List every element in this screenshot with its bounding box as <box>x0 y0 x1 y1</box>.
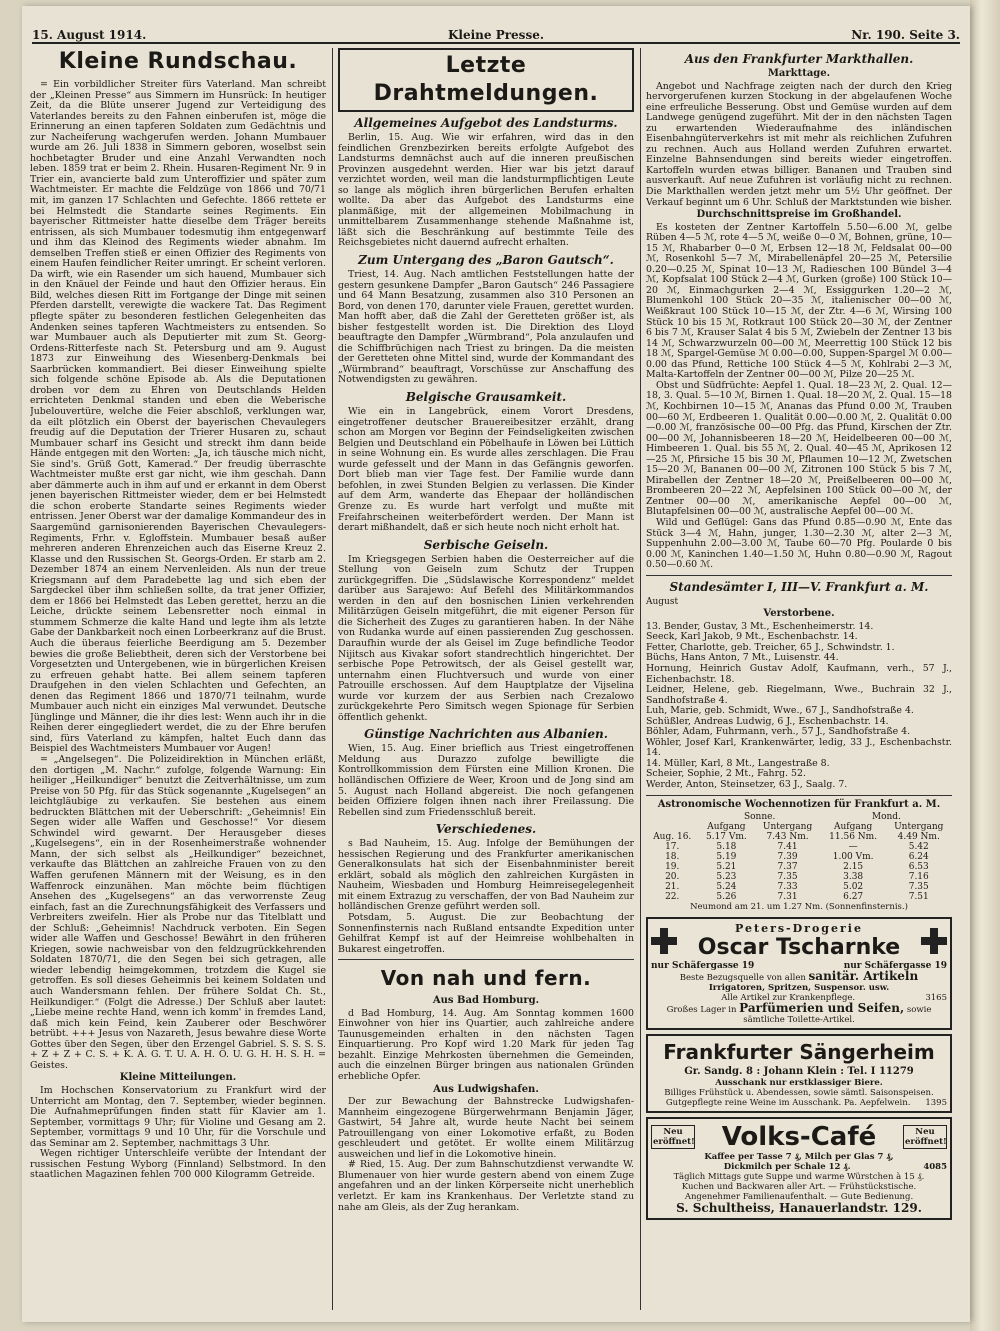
masthead-paper: Kleine Presse. <box>447 28 545 42</box>
list-item: Fetter, Charlotte, geb. Treicher, 65 J., Schwindstr. 1. <box>646 641 895 653</box>
table-row <box>646 872 952 882</box>
ad-text: Dickmilch per Schale 12 ₰. <box>723 1162 851 1173</box>
ad-drogerie-label: Peters-Drogerie <box>735 921 863 935</box>
astronomy-table <box>646 812 952 902</box>
table-cell: 6.24 <box>908 852 929 863</box>
ad-drogerie-name: Oscar Tscharnke <box>697 934 901 960</box>
ad-line: Täglich Mittags gute Suppe und warme Würstchen à 15 ₰. <box>673 1172 925 1183</box>
table-cell: 7.16 <box>908 872 929 883</box>
column-3 <box>646 48 952 1318</box>
table-cell: 5.42 <box>908 842 929 853</box>
table-cell: 7.43 Nm. <box>766 832 809 843</box>
ad-number: 4085 <box>923 1162 947 1173</box>
table-cell: 22. <box>665 892 680 903</box>
section-title-standesaemter: Standesämter I, III—V. Frankfurt a. M. <box>669 579 929 594</box>
table-cell: 20. <box>665 872 680 883</box>
ad-text: sowie sämtliche Toilette-Artikel. <box>743 1005 932 1026</box>
ad-saengerheim-name: Frankfurter Sängerheim <box>663 1040 935 1065</box>
list-item: Luh, Marie, geb. Schmidt, Wwe., 67 J., Sandhofstraße 4. <box>646 705 914 717</box>
table-row <box>646 882 952 892</box>
table-header: Untergang <box>894 822 944 833</box>
cross-icon <box>921 928 947 954</box>
ad-header <box>651 1122 947 1152</box>
ad-line <box>651 1003 947 1025</box>
table-cell: 11.56 Nm. <box>829 832 878 843</box>
subsection-bad-homburg: Aus Bad Homburg. <box>432 995 540 1007</box>
article-wyborg: Wegen richtiger Unterschleife verübte der Intendant der russischen Festung Wyborg (Finnland) Selbstmord. In den staatlichen Magazinen fehlen 700 000 Kilogramm Getreide. <box>30 1148 326 1181</box>
list-item: Wöhler, Josef Karl, Krankenwärter, ledig, 33 J., Eschenbachstr. 14. <box>646 736 952 759</box>
table-header: Aufgang <box>707 822 746 833</box>
section-title-markthallen: Aus den Frankfurter Markthallen. <box>684 52 914 66</box>
ad-address: Gr. Sandg. 8 : Johann Klein : Tel. I 11279 <box>684 1066 914 1078</box>
table-cell: 5.26 <box>716 892 737 903</box>
ad-badge: Neu eröffnet! <box>904 1127 947 1148</box>
article-serbische-geiseln: Im Kriegsgegen Serbien haben die Oesterreicher auf die Stellung von Geiseln zum Schutz der Truppen zurückgegriffen. Die „Südslawische Korrespondenz“ meldet darüber aus Sarajewo: Auf Befehl des Militärkommandos werden in den auf den bosnischen Linien verkehrenden Militärzügen Geiseln mitgeführt, die mit eigener Person für die Sicherheit des Zuges zu garantieren haben. In der Nähe von Rudanka wurde auf einen passierenden Zug geschossen. Daraufhin wurde der als Geisel im Zuge befindliche Teodor Nijitsch aus Kivakar sofort standrechtlich hingerichtet. Der serbische Pope Petrowitsch, der als Geisel gestellt war, unternahm einen Fluchtversuch und wurde von einer Patrouille erschossen. Auf dem Hauptplatze der Vijselina wurde vor kurzem der aus Serbien nach Crezalowo zurückgekehrte Pero Simitsch wegen Spionage für Serbien öffentlich gehenkt. <box>338 553 634 723</box>
masthead-date: 15. August 1914. <box>32 28 147 42</box>
table-row <box>646 812 952 822</box>
divider <box>646 575 952 576</box>
article-nauheim: s Bad Nauheim, 15. Aug. Infolge der Bemühungen der hessischen Regierung und des Frankfurter amerikanischen Generalkonsulats hat sich der Eisenbahnminister bereit erklärt, sobald als möglich den zahlreichen Kurgästen in Nauheim, Wiesbaden und Homburg Heimreisegelegenheit mit einem Extrazug zu verschaffen, der von Bad Nauheim zur holländischen Grenze geführt werden soll. <box>338 838 634 913</box>
table-cell: 7.35 <box>777 872 798 883</box>
ad-line <box>651 1098 947 1108</box>
table-cell: — <box>848 842 858 853</box>
ad-proprietor: S. Schultheiss, Hanauerlandstr. 129. <box>676 1201 922 1216</box>
ad-text-bold: Parfümerien und Seifen, <box>739 1001 905 1016</box>
article-albanien: Wien, 15. Aug. Einer brieflich aus Triest eingetroffenen Meldung aus Durazzo zufolge bewilligte die Kontrollkommission dem Fürsten eine Million Kronen. Die holländischen Offiziere de Weer, Kroon und de Jong sind am 5. August nach Holland abgereist. Die noch gefangenen beiden Offiziere folgen ihnen nach ihrer Freilassung. Die Rebellen sind zum Friedensschluß bereit. <box>338 743 634 818</box>
astronomy-note: Neumond am 21. um 1.27 Nm. (Sonnenfinsternis.) <box>690 902 908 913</box>
table-cell: Aug. 16. <box>653 832 692 843</box>
ad-badge: Neu eröffnet! <box>653 1127 695 1148</box>
table-cell: 5.17 Vm. <box>705 832 747 843</box>
column-divider <box>332 48 333 1310</box>
ad-peters-drogerie <box>646 917 952 1031</box>
subsection-durchschnittspreise: Durchschnittspreise im Großhandel. <box>696 209 902 221</box>
table-header: Untergang <box>762 822 813 833</box>
list-item: 13. Bender, Gustav, 3 Mt., Eschenheimerstr. 14. <box>646 620 874 632</box>
price-list-fruit: Obst und Südfrüchte: Aepfel 1. Qual. 18—23 ℳ, 2. Qual. 12—18, 3. Qual. 5—10 ℳ, Birnen 1. Qual. 18—20 ℳ, 2. Qual. 15—18 ℳ, Kochbirnen 10—15 ℳ, Ananas das Pfund 0.00 ℳ, Trauben 00—60 ℳ, Erdbeeren 1. Qualität 0.00—0.00 ℳ, 2. Qualität 0.00—0.00 ℳ, französische 00—00 Pfg. das Pfund, Kirschen der Ztr. 00—00 ℳ, Johannisbeeren 18—20 ℳ, Heidelbeeren 00—00 ℳ, Himbeeren 1. Qual. bis 55 ℳ, 2. Qual. 40—45 ℳ, Aprikosen 12—25 ℳ, Pfirsiche 15 bis 30 ℳ, Pflaumen 10—12 ℳ, Zwetschen 15—20 ℳ, Bananen 00—00 ℳ, Zitronen 100 Stück 5 bis 7 ℳ, Mirabellen der Zentner 18—20 ℳ, Preißelbeeren 00—00 ℳ, Brombeeren 20—22 ℳ, Aepfelsinen 100 Stück 00—00 ℳ, der Zentner 00—00 ℳ, amerikanische Aepfel 00—00 ℳ, Blutapfelsinen 00—00 ℳ, australische Aepfel 00—00 ℳ. <box>646 379 952 518</box>
header-moon: Mond. <box>871 812 901 823</box>
article-belgische-grausamkeit: Wie ein in Langebrück, einem Vorort Dresdens, eingetroffener deutscher Brauereibesitzer erzählt, drang schon am Morgen vor Beginn der Feindseligkeiten zwischen Belgien und Deutschland ein Pöbelhaufe in Löwen bei Lüttich in seine Wohnung ein. Es wurde alles zerschlagen. Die Frau wurde gefesselt und der Mann in das Gefängnis geworfen. Dort blieb man vier Tage fest. Der Familie wurde dann befohlen, in zwei Stunden Belgien zu verlassen. Die Kinder auf dem Arm, wanderte das Ehepaar der holländischen Grenze zu. Es wurde hart verfolgt und mußte mit Freifahrscheinen weiterbefördert werden. Der Mann ist derart mißhandelt, daß er sich heute noch nicht erholt hat. <box>338 406 634 534</box>
table-cell: 5.02 <box>843 882 864 893</box>
ad-text: Beste Bezugsquelle von allen <box>679 973 806 984</box>
article-markttage: Angebot und Nachfrage zeigten nach der durch den Krieg hervorgerufenen kurzen Stockung in der abgelaufenen Woche eine erfreuliche Besserung. Obst und Gemüse wurden auf dem Landwege genügend zugeführt. Mit der in den nächsten Tagen zu erwartenden Wiederaufnahme des inländischen Eisenbahngüterverkehrs ist mit mehr als reichlichen Zufuhren zu rechnen. Auch aus Holland werden Zufuhren erwartet. Einzelne Bahnsendungen sind bereits wieder eingetroffen. Kartoffeln wurden etwas billiger. Bananen und Trauben sind ausverkauft. Auf neue Zufuhren ist vorläufig nicht zu rechnen. Die Markthallen werden jetzt mehr um 5½ Uhr geöffnet. Der Verkauf beginnt um 6 Uhr. Schluß der Marktstunden wie bisher. <box>646 80 952 208</box>
table-cell: 5.23 <box>716 872 737 883</box>
article-baron-gautsch: Triest, 14. Aug. Nach amtlichen Feststellungen hatte der gestern gesunkene Dampfer „Baron Gautsch“ 246 Passagiere und 64 Mann Besatzung, zusammen also 310 Personen an Bord, von denen 170, darunter viele Frauen, gerettet wurden. Man hofft aber, daß die Zahl der Geretteten größer ist, als bisher festgestellt worden ist. Die Direktion des Lloyd beauftragte den Dampfer „Würmbrand“, Pola anzulaufen und die Schiffbrüchigen nach Triest zu bringen. Da die meisten der Geretteten ohne Mittel sind, wurde der Kommandant des „Würmbrand“ beauftragt, Vorschüsse zur Anschaffung des Notwendigsten zu gewähren. <box>338 269 634 386</box>
headline-albanien: Günstige Nachrichten aus Albanien. <box>364 727 608 742</box>
civil-month: August <box>646 596 679 607</box>
table-cell: 7.33 <box>777 882 798 893</box>
table-header <box>646 822 698 832</box>
headline-verschiedenes: Verschiedenes. <box>435 822 537 837</box>
headline-serbische-geiseln: Serbische Geiseln. <box>423 537 549 552</box>
table-row <box>646 842 952 852</box>
section-title-von-nah-und-fern: Von nah und fern. <box>380 966 592 991</box>
table-cell <box>646 812 698 822</box>
table-cell: 5.19 <box>716 852 737 863</box>
ad-text: Alle Artikel zur Krankenpflege. <box>721 993 856 1004</box>
table-row <box>646 892 952 902</box>
headline-baron-gautsch: Zum Untergang des „Baron Gautsch“. <box>358 253 614 268</box>
ad-line: Irrigatoren, Spritzen, Suspensor. usw. <box>708 983 890 994</box>
table-cell: 5.21 <box>716 862 737 873</box>
ad-text: Großes Lager in <box>666 1005 737 1016</box>
list-item: Büchs, Hans Anton, 7 Mt., Luisenstr. 44. <box>646 652 839 664</box>
table-cell: 7.37 <box>777 862 798 873</box>
header-sun: Sonne. <box>743 812 776 823</box>
table-cell: 7.31 <box>777 892 798 903</box>
table-cell: 4.49 Nm. <box>897 832 940 843</box>
column-1 <box>30 48 326 1318</box>
ad-line: Billiges Frühstück u. Abendessen, sowie sämtl. Saisonspeisen. <box>664 1088 934 1099</box>
masthead-number: Nr. 190. Seite 3. <box>851 28 960 42</box>
article-angelsegen: = „Angelsegen“. Die Polizeidirektion in München erläßt, den dortigen „M. Nachr.“ zufolge, folgende Warnung: Ein heiliger „Heilkundiger“ benutzt die Zeitverhältnisse, um zum Preise von 50 Pfg. für das Stück sogenannte „Kugelsegen“ an leichtgläubige zu verkaufen. Sie bestehen aus einem bedruckten Blättchen mit der Ueberschrift: „Geheimnis! Ein Segen wider alle Waffen und Geschosse!“ Vor diesem Schwindel wird gewarnt. Der Herausgeber dieses „Kugelsegens“, ein in der Rosenheimerstraße wohnender Mann, der sich selbst als „Heilkundiger“ bezeichnet, verkaufte das Blättchen an zahlreiche Frauen von zu den Waffen gerufenen Männern mit der Weisung, es in den Waffenrock einzunähen. Man möchte beim flüchtigen Ansehen des „Kugelsegens“ an das verworrenste Zeug einfach, fast an die Zurechnungsfähigkeit des Verfassers und Verbreiters zweifeln. Hier als Probe nur das Titelblatt und der Schluß: „Geheimnis! Nachdruck verboten. Ein Segen wider alle Waffen und Geschosse! Bewährt in den früheren Kriegen, sowie nachweisbar von den feldzugrückkehrenden Soldaten 1870/71, die den Segen bei sich getragen, alle wieder lebendig heimgekommen, trotzdem die Kugel sie getroffen. Es soll dieses Geheimnis bei keinem Soldaten und auch Wandersmann fehlen. Der frühere Soldat Ch. St., Heilkundiger.“ (Folgt die Adresse.) Der Schluß aber lautet: „Liebe meine rechte Hand, wenn ich komm' in fremdes Land, daß mich kein Feind, kein Zauberer oder Beschwörer betrübt. +++ Jesus von Nazareth, Jesus bewahre diese Worte Gottes über den Segen, über den Erzengel Gabriel. S. S. S. S. + Z + Z + C. S. + K. A. G. T. U. A. H. O. U. G. H. H. S. H. = Geistes. <box>30 754 326 1071</box>
ad-number: 1395 <box>925 1098 947 1109</box>
list-item: Leidner, Helene, geb. Riegelmann, Wwe., Buchrain 32 J., Sandhofstraße 4. <box>646 684 952 706</box>
table-cell: 7.51 <box>908 892 929 903</box>
table-cell: 1.00 Vm. <box>832 852 874 863</box>
divider <box>646 795 952 796</box>
subsection-ludwigshafen: Aus Ludwigshafen. <box>433 1083 539 1095</box>
table-cell: 2.15 <box>843 862 864 873</box>
table-row <box>646 852 952 862</box>
ad-line: Angenehmer Familienaufenthalt. — Gute Bedienung. <box>684 1192 914 1203</box>
table-cell: 7.41 <box>777 842 798 853</box>
masthead <box>32 28 960 44</box>
ad-saengerheim <box>646 1034 952 1113</box>
ad-volks-cafe <box>646 1117 952 1220</box>
list-item: Scheier, Sophie, 2 Mt., Fahrg. 52. <box>646 768 806 780</box>
list-item: Seeck, Karl Jakob, 9 Mt., Eschenbachstr. 14. <box>646 631 858 643</box>
list-item: Werder, Anton, Steinsetzer, 63 J., Saalg. 7. <box>646 779 848 790</box>
table-row <box>646 832 952 842</box>
ad-address: nur Schäfergasse 19 <box>843 960 947 971</box>
table-cell: 7.39 <box>777 852 798 863</box>
ad-line <box>651 1162 947 1172</box>
ad-line <box>651 971 947 983</box>
table-header: Aufgang <box>833 822 873 833</box>
table-cell: 6.27 <box>843 892 864 903</box>
article-bad-homburg: d Bad Homburg, 14. Aug. Am Sonntag kommen 1600 Einwohner von hier ins Quartier, auch zahlreiche andere Taunusgemeinden erhalten in den nächsten Tagen Einquartierung. Pro Kopf wird 1.20 Mark für jeden Tag bezahlt. Einzige Mehrkosten übernehmen die Gemeinden, auch die einzelnen Bürger bringen aus nationalen Gründen erhebliche Opfer. <box>338 1007 634 1083</box>
article-mumbauer: = Ein vorbildlicher Streiter fürs Vaterland. Man schreibt der „Kleinen Presse“ aus Simmern im Hunsrück: In heutiger Zeit, da die Blüte unserer Jugend zur Verteidigung des Vaterlandes bereits zu den Fahnen einberufen ist, möge die Erinnerung an einen tapferen Soldaten zum Gedächtnis und zur Nacheiferung wachgerufen werden. Johann Mumbauer wurde am 26. Juli 1838 in Simmern geboren, woselbst sein hochbetagter Bruder und eine Anzahl Verwandten noch leben. 1859 trat er beim 2. Rhein. Husaren-Regiment Nr. 9 in Trier ein, avancierte bald zum Unteroffizier und später zum Wachtmeister. Er machte die Feldzüge von 1866 und 70/71 mit, im ganzen 17 Schlachten und Gefechte. 1866 rettete er bei Helmstedt die Standarte seines Regiments. Ein bayerischer Rittmeister hatte dieselbe dem Träger bereits entrissen, als sich Mumbauer todesmutig ihm entgegenwarf und ihm das Kleinod des Regiments wieder abnahm. Im demselben Treffen stieß er einen Offizier des Regiments von einem Haufen feindlicher Reiter umringt. Er scheint verloren. Da wirft, wie ein Rasender um sich hauend, Mumbauer sich in den Knäuel der Feinde und haut den Offizier heraus. Ein Bild, welches diesen Ritt im Fortgange der Dinge mit seinen Pferden darstellt, verewigte die wackere Tat. Das Regiment pflegte später zu besonderen festlichen Gelegenheiten das Andenken seines tapferen Wachtmeisters zu entsenden. So war Mumbauer auch als Deputierter mit zum St. Georg-Ordens-Ritterfeste nach St. Petersburg und am 9. August 1873 zur Einweihung des Wiesenberg-Denkmals bei Saarbrücken kommandiert. Bei dieser Einweihung spielte sich folgende schöne Episode ab. Als die Deputationen droben vor dem zu Ehren von Deutschlands Helden errichteten Denkmal standen und eben die Weberische Jubelouvertüre, welche die Feier abschloß, verklungen war, da eilt plötzlich ein Oberst der bayerischen Chevaulegers freudig auf die Deputation der Trierer Husaren zu, schaut Mumbauer scharf ins Gesicht und streckt ihm dann beide Hände entgegen mit den Worten: „Ja, ich täusche mich nicht, Sie sind's. Grüß Gott, Kamerad.“ Der freudig überraschte Wachtmeister mußte erst gar nicht, wie ihm geschah. Dann aber dämmerte auch in ihm auf und er erkannt in dem Oberst jenen bayerischen Rittmeister wieder, dem er bei Helmstedt die schon eroberte Standarte seines Regiments wieder entrissen. Jener Oberst war der damalige Kommandeur des in Saargemünd garnisonierenden Bayerischen Chevaulegers-Regiments, Frhr. v. Egloffstein. Mumbauer besaß außer mehreren anderen Ehrenzeichen auch das Eiserne Kreuz 2. Klasse und den Russischen St. Georgs-Orden. Er starb am 2. Dezember 1874 an einem Nervenleiden. Als nun der treue Kriegsmann auf dem Paradebette lag und sich eben der Sargdeckel über ihm schließen sollte, da trat jener Offizier, dem er 1866 bei Helmstedt das Leben gerettet, herzu an die Leiche, drückte seinem Lebensretter noch einmal in stummem Schmerze die kalte Hand und legte ihm als letzte Gabe der Dankbarkeit noch einen Lorbeerkranz auf die Brust. Auch die überaus feierliche Beerdigung am 5. Dezember bewies die große Beliebtheit, deren sich der Verstorbene bei Vorgesetzten und Untergebenen, wie in bürgerlichen Kreisen zu erfreuen gehabt hatte. Bei allem seinem tapferen Draufgehen in den vielen Schlachten und Gefechten, an denen das Regiment 1866 und 1870/71 teilnahm, wurde Mumbauer auch nicht ein einziges Mal verwundet. Deutsche Jünglinge und Männer, die ihr dies lest: Wenn auch ihr in die Reihen derer eingegliedert werdet, die zu der Ehre berufen sind, fürs Vaterland zu kämpfen, haltet Euch dann das Beispiel des Wachtmeisters Mumbauer vor Augen! <box>30 79 326 755</box>
ad-line: Kaffee per Tasse 7 ₰, Milch per Glas 7 ₰, <box>704 1152 894 1163</box>
list-item: Schüßler, Andreas Ludwig, 6 J., Eschenbachstr. 14. <box>646 715 889 727</box>
page-edge <box>970 0 1000 1331</box>
article-konservatorium: Im Hochschen Konservatorium zu Frankfurt wird der Unterricht am Montag, den 7. September, wieder beginnen. Die Aufnahmeprüfungen finden statt für Klavier am 1. September, vormittags 9 Uhr; für Violine und Gesang am 2. September, vormittags 9 und 10 Uhr, für die Vorschule und das Seminar am 2. September, nachmittags 3 Uhr. <box>30 1084 326 1149</box>
table-cell: 17. <box>665 842 680 853</box>
headline-landsturm: Allgemeines Aufgebot des Landsturms. <box>354 116 618 130</box>
ad-number: 3165 <box>925 993 947 1004</box>
price-list-game: Wild und Geflügel: Gans das Pfund 0.85—0.90 ℳ, Ente das Stück 3—4 ℳ, Hahn, junger, 1.30—2.30 ℳ, alter 2—3 ℳ, Suppenhuhn 2.00—3.00 ℳ, Taube 60—70 Pfg. Poularde 0 bis 0.00 ℳ, Kaninchen 1.40—1.50 ℳ, Huhn 0.80—0.90 ℳ, Ragout 0.50—0.60 ℳ. <box>646 516 952 571</box>
ad-text-bold: sanitär. Artikeln <box>808 969 919 984</box>
section-title-astronomische: Astronomische Wochennotizen für Frankfurt a. M. <box>657 798 941 810</box>
list-item: Böhler, Adam, Fuhrmann, verh., 57 J., Sandhofstraße 4. <box>646 726 911 738</box>
list-item: Hornung, Heinrich Gustav Adolf, Kaufmann, verh., 57 J., Eichenbachstr. 18. <box>646 662 952 685</box>
ad-volks-cafe-name: Volks-Café <box>721 1122 877 1153</box>
table-row <box>646 862 952 872</box>
ad-title-block <box>698 922 900 961</box>
article-ried: # Ried, 15. Aug. Der zum Bahnschutzdienst verwandte W. Blumenauer von hier wurde gestern abend von einem Zuge angefahren und an der linken Körperseite nicht unerheblich verletzt. Er kam ins Krankenhaus. Der Verletzte stand zu nahe am Gleis, als der Zug herankam. <box>338 1159 634 1213</box>
subsection-verstorbene: Verstorbene. <box>763 608 835 620</box>
section-title-kleine-rundschau: Kleine Rundschau. <box>58 49 298 74</box>
table-cell: 6.53 <box>908 862 929 873</box>
ad-text: Gutgepflegte reine Weine im Ausschank. Pa. Aepfelwein. <box>665 1098 911 1109</box>
table-row <box>646 822 952 832</box>
subsection-markttage: Markttage. <box>767 68 831 79</box>
table-cell: 19. <box>665 862 680 873</box>
newspaper-page <box>22 6 970 1322</box>
section-title-drahtmeldungen: Letzte Drahtmeldungen. <box>338 48 634 112</box>
price-list-vegetables: Es kosteten der Zentner Kartoffeln 5.50—6.00 ℳ, gelbe Rüben 4—5 ℳ, rote 4—5 ℳ, weiße 0—0 ℳ, Bohnen, grüne, 10—15 ℳ, Rhabarber 0—0 ℳ, Erbsen 12—18 ℳ, Feldsalat 00—00 ℳ, Rosenkohl 5—7 ℳ, Mirabellenäpfel 20—25 ℳ, Petersilie 0.20—0.25 ℳ, Spinat 10—13 ℳ, Radieschen 100 Bündel 3—4 ℳ, Kopfsalat 100 Stück 2—4 ℳ, Gurken (große) 100 Stück 10—20 ℳ, Einmachgurken 2—4 ℳ, Essiggurken 1.20—2 ℳ, Blumenkohl 100 Stück 20—35 ℳ, italienischer 00—00 ℳ, Weißkraut 100 Stück 10—15 ℳ, der Ztr. 4—6 ℳ, Wirsing 100 Stück 10 bis 15 ℳ, Rotkraut 100 Stück 20—30 ℳ, der Zentner 6 bis 7 ℳ, Krauser Salat 4 bis 5 ℳ, Zwiebeln der Zentner 13 bis 14 ℳ, Schwarzwurzeln 00—00 ℳ, Meerrettig 100 Stück 12 bis 18 ℳ, Spargel-Gemüse ℳ 0.00—0.00, Suppen-Spargel ℳ 0.00—0.00 das Pfund, Rettiche 100 Stück 4—5 ℳ, Kohlrabi 2—3 ℳ, Malta-Kartoffeln der Zentner 00—00 ℳ, Pilze 20—25 ℳ. <box>646 221 952 381</box>
table-cell: 3.38 <box>843 872 864 883</box>
article-landsturm: Berlin, 15. Aug. Wie wir erfahren, wird das in den feindlichen Grenzbezirken bereits erfolgte Aufgebot des Landsturms demnächst auch auf die inneren preußischen Provinzen ausgedehnt werden. Hier war bis jetzt darauf verzichtet worden, weil man die landsturmpflichtigen Leute so lange als möglich ihren bürgerlichen Berufen erhalten wollte. Da aber das Aufgebot des Landsturms eine planmäßige, mit der allgemeinen Mobilmachung in unmittelbarem Zusammenhange stehende Maßnahme ist, läßt sich die Beschränkung auf bestimmte Teile des Reichsgebietes nicht dauernd aufrecht erhalten. <box>338 132 634 249</box>
subsection-title: Kleine Mitteilungen. <box>119 1072 237 1084</box>
civil-register-list <box>646 622 952 791</box>
table-cell: 5.24 <box>716 882 737 893</box>
article-potsdam: Potsdam, 5. August. Die zur Beobachtung der Sonnenfinsternis nach Rußland entsandte Expedition unter Gehilfrat Kempf ist auf der Heimreise wohlbehalten in Bukarest eingetroffen. <box>338 912 634 955</box>
article-ludwigshafen: Der zur Bewachung der Bahnstrecke Ludwigshafen-Mannheim eingezogene Bürgerwehrmann Benjamin Jäger, Gastwirt, 54 Jahre alt, wurde heute Nacht bei seinem Patrouillengang von einer Lokomotive erfaßt, zu Boden geschleudert und getötet. Er wollte einem Militärzug ausweichen und lief in die Lokomotive hinein. <box>338 1096 634 1160</box>
headline-belgische-grausamkeit: Belgische Grausamkeit. <box>405 390 567 405</box>
table-cell: 5.18 <box>716 842 737 853</box>
table-cell: 18. <box>665 852 680 863</box>
ad-address: nur Schäfergasse 19 <box>651 960 755 971</box>
divider <box>338 959 634 960</box>
ad-line: Ausschank nur erstklassiger Biere. <box>715 1078 883 1089</box>
ad-header <box>651 922 947 961</box>
column-2 <box>338 48 634 1318</box>
ad-line: Kuchen und Backwaren aller Art. — Frühstückstische. <box>681 1182 917 1193</box>
column-divider <box>640 48 641 1310</box>
table-cell: 21. <box>665 882 680 893</box>
cross-icon <box>651 928 677 954</box>
list-item: 14. Müller, Karl, 8 Mt., Langestraße 8. <box>646 757 830 769</box>
table-cell: 7.35 <box>908 882 929 893</box>
